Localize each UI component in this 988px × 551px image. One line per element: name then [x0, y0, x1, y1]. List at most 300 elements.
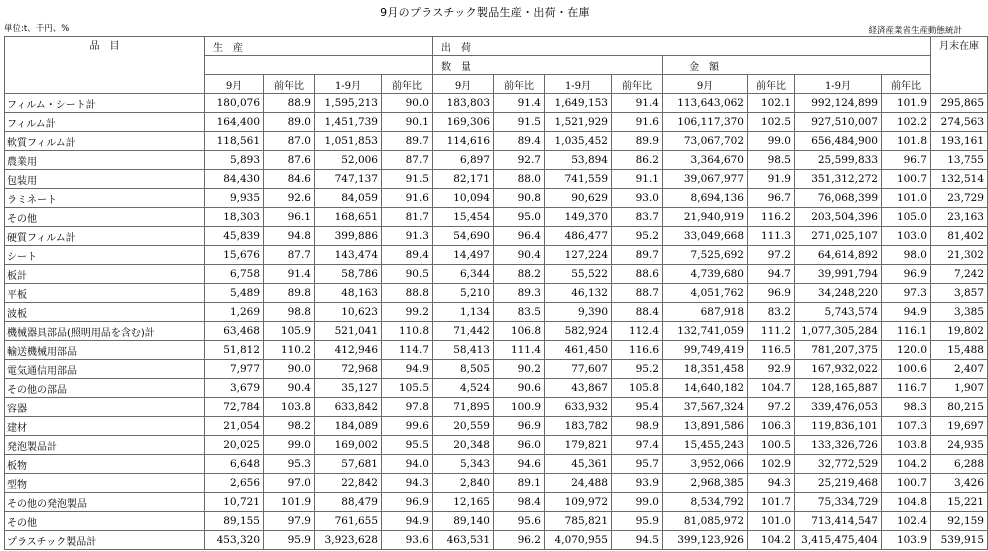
table-row — [5, 512, 988, 531]
row-value-cell: 183,782 — [545, 417, 612, 436]
row-value-cell: 133,326,726 — [795, 436, 882, 455]
row-value-cell: 116.2 — [748, 208, 795, 227]
row-value-cell: 96.9 — [382, 493, 433, 512]
row-value-cell: 39,067,977 — [663, 170, 748, 189]
row-value-cell: 713,414,547 — [795, 512, 882, 531]
row-value-cell: 32,772,529 — [795, 455, 882, 474]
row-value-cell: 99.2 — [382, 303, 433, 322]
header-production: 生 産 — [205, 37, 433, 56]
row-item-name: 機械器具部品(照明用品を含む)計 — [5, 322, 205, 341]
row-value-cell: 96.0 — [494, 436, 545, 455]
row-value-cell: 98.3 — [882, 398, 931, 417]
row-value-cell: 96.9 — [882, 265, 931, 284]
row-item-name: 電気通信用部品 — [5, 360, 205, 379]
row-value-cell: 72,784 — [205, 398, 264, 417]
row-value-cell: 102.4 — [882, 512, 931, 531]
row-value-cell: 6,648 — [205, 455, 264, 474]
row-value-cell: 90.4 — [494, 246, 545, 265]
row-value-cell: 7,525,692 — [663, 246, 748, 265]
row-value-cell: 7,242 — [931, 265, 988, 284]
row-value-cell: 102.1 — [748, 94, 795, 113]
row-value-cell: 132,741,059 — [663, 322, 748, 341]
row-value-cell: 95.3 — [264, 455, 315, 474]
row-item-name: 平板 — [5, 284, 205, 303]
row-value-cell: 22,842 — [315, 474, 382, 493]
row-value-cell: 34,248,220 — [795, 284, 882, 303]
row-value-cell: 84,059 — [315, 189, 382, 208]
table-row — [5, 493, 988, 512]
row-value-cell: 114,616 — [433, 132, 494, 151]
row-value-cell: 107.3 — [882, 417, 931, 436]
table-row — [5, 341, 988, 360]
row-value-cell: 105.0 — [882, 208, 931, 227]
row-value-cell: 90.1 — [382, 113, 433, 132]
row-value-cell: 104.2 — [748, 531, 795, 550]
row-value-cell: 81,085,972 — [663, 512, 748, 531]
row-value-cell: 100.7 — [882, 170, 931, 189]
row-value-cell: 105.8 — [612, 379, 663, 398]
row-item-name: シート — [5, 246, 205, 265]
row-value-cell: 111.4 — [494, 341, 545, 360]
row-value-cell: 90.6 — [494, 379, 545, 398]
row-value-cell: 90.0 — [264, 360, 315, 379]
row-value-cell: 339,476,053 — [795, 398, 882, 417]
row-value-cell: 399,886 — [315, 227, 382, 246]
row-value-cell: 91.6 — [382, 189, 433, 208]
row-value-cell: 1,077,305,284 — [795, 322, 882, 341]
table-body — [5, 94, 988, 550]
row-value-cell: 46,132 — [545, 284, 612, 303]
row-value-cell: 463,531 — [433, 531, 494, 550]
row-value-cell: 98.5 — [748, 151, 795, 170]
row-value-cell: 111.3 — [748, 227, 795, 246]
table-row — [5, 189, 988, 208]
row-value-cell: 274,563 — [931, 113, 988, 132]
row-value-cell: 110.2 — [264, 341, 315, 360]
row-value-cell: 94.8 — [264, 227, 315, 246]
row-value-cell: 399,123,926 — [663, 531, 748, 550]
row-value-cell: 90.0 — [382, 94, 433, 113]
row-value-cell: 19,697 — [931, 417, 988, 436]
row-value-cell: 20,559 — [433, 417, 494, 436]
row-value-cell: 91.5 — [494, 113, 545, 132]
row-value-cell: 3,952,066 — [663, 455, 748, 474]
row-value-cell: 116.7 — [882, 379, 931, 398]
row-value-cell: 90.5 — [382, 265, 433, 284]
row-value-cell: 15,221 — [931, 493, 988, 512]
row-value-cell: 101.0 — [748, 512, 795, 531]
row-value-cell: 95.9 — [612, 512, 663, 531]
subheader-cell: 前年比 — [264, 75, 315, 94]
row-value-cell: 94.6 — [494, 455, 545, 474]
row-item-name: その他の発泡製品 — [5, 493, 205, 512]
row-value-cell: 113,643,062 — [663, 94, 748, 113]
row-value-cell: 15,455,243 — [663, 436, 748, 455]
table-row — [5, 170, 988, 189]
subheader-cell: 前年比 — [882, 75, 931, 94]
row-value-cell: 582,924 — [545, 322, 612, 341]
row-value-cell: 87.7 — [382, 151, 433, 170]
row-value-cell: 1,907 — [931, 379, 988, 398]
row-value-cell: 94.3 — [382, 474, 433, 493]
row-value-cell: 1,134 — [433, 303, 494, 322]
row-value-cell: 90.4 — [264, 379, 315, 398]
row-value-cell: 83.2 — [748, 303, 795, 322]
row-value-cell: 13,755 — [931, 151, 988, 170]
row-item-name: 農業用 — [5, 151, 205, 170]
row-value-cell: 89.0 — [264, 113, 315, 132]
row-value-cell: 24,935 — [931, 436, 988, 455]
row-value-cell: 89.4 — [494, 132, 545, 151]
row-value-cell: 103.8 — [264, 398, 315, 417]
row-value-cell: 169,002 — [315, 436, 382, 455]
row-value-cell: 8,505 — [433, 360, 494, 379]
row-value-cell: 127,224 — [545, 246, 612, 265]
row-value-cell: 21,302 — [931, 246, 988, 265]
row-value-cell: 37,567,324 — [663, 398, 748, 417]
row-value-cell: 101.7 — [748, 493, 795, 512]
table-row — [5, 303, 988, 322]
row-value-cell: 94.9 — [882, 303, 931, 322]
row-value-cell: 461,450 — [545, 341, 612, 360]
row-value-cell: 95.2 — [612, 360, 663, 379]
row-value-cell: 180,076 — [205, 94, 264, 113]
row-value-cell: 15,488 — [931, 341, 988, 360]
row-value-cell: 3,679 — [205, 379, 264, 398]
row-item-name: ラミネート — [5, 189, 205, 208]
row-value-cell: 539,915 — [931, 531, 988, 550]
row-value-cell: 89.7 — [382, 132, 433, 151]
table-row — [5, 284, 988, 303]
row-value-cell: 25,599,833 — [795, 151, 882, 170]
subheader-cell: 1-9月 — [545, 75, 612, 94]
row-value-cell: 1,269 — [205, 303, 264, 322]
row-value-cell: 71,895 — [433, 398, 494, 417]
page-title: 9月のプラスチック製品生産・出荷・在庫 — [380, 6, 590, 19]
table-row — [5, 151, 988, 170]
row-value-cell: 94.0 — [382, 455, 433, 474]
row-value-cell: 3,415,475,404 — [795, 531, 882, 550]
row-value-cell: 35,127 — [315, 379, 382, 398]
row-value-cell: 91.9 — [748, 170, 795, 189]
row-value-cell: 1,035,452 — [545, 132, 612, 151]
row-value-cell: 1,521,929 — [545, 113, 612, 132]
row-value-cell: 100.7 — [882, 474, 931, 493]
row-value-cell: 106,117,370 — [663, 113, 748, 132]
row-value-cell: 120.0 — [882, 341, 931, 360]
row-value-cell: 785,821 — [545, 512, 612, 531]
row-value-cell: 98.0 — [882, 246, 931, 265]
row-value-cell: 167,932,022 — [795, 360, 882, 379]
row-value-cell: 88.9 — [264, 94, 315, 113]
row-value-cell: 95.6 — [494, 512, 545, 531]
row-value-cell: 1,051,853 — [315, 132, 382, 151]
row-value-cell: 23,729 — [931, 189, 988, 208]
row-value-cell: 96.4 — [494, 227, 545, 246]
row-value-cell: 109,972 — [545, 493, 612, 512]
row-value-cell: 183,803 — [433, 94, 494, 113]
row-item-name: プラスチック製品計 — [5, 531, 205, 550]
row-value-cell: 164,400 — [205, 113, 264, 132]
header-shipment: 出 荷 — [433, 37, 931, 56]
row-value-cell: 86.2 — [612, 151, 663, 170]
row-value-cell: 6,344 — [433, 265, 494, 284]
row-value-cell: 486,477 — [545, 227, 612, 246]
row-value-cell: 633,932 — [545, 398, 612, 417]
row-value-cell: 52,006 — [315, 151, 382, 170]
row-value-cell: 203,504,396 — [795, 208, 882, 227]
row-value-cell: 4,051,762 — [663, 284, 748, 303]
row-value-cell: 91.4 — [264, 265, 315, 284]
subheader-cell: 前年比 — [612, 75, 663, 94]
table-row — [5, 360, 988, 379]
row-value-cell: 633,842 — [315, 398, 382, 417]
row-value-cell: 20,025 — [205, 436, 264, 455]
row-value-cell: 1,451,739 — [315, 113, 382, 132]
row-value-cell: 2,656 — [205, 474, 264, 493]
row-item-name: 板計 — [5, 265, 205, 284]
row-value-cell: 100.5 — [748, 436, 795, 455]
row-value-cell: 99,749,419 — [663, 341, 748, 360]
row-item-name: 発泡製品計 — [5, 436, 205, 455]
row-value-cell: 96.2 — [494, 531, 545, 550]
table-row — [5, 379, 988, 398]
row-value-cell: 63,468 — [205, 322, 264, 341]
row-value-cell: 761,655 — [315, 512, 382, 531]
row-value-cell: 91.5 — [382, 170, 433, 189]
row-value-cell: 102.9 — [748, 455, 795, 474]
table-row — [5, 246, 988, 265]
row-value-cell: 7,977 — [205, 360, 264, 379]
row-value-cell: 104.8 — [882, 493, 931, 512]
row-value-cell: 88.0 — [494, 170, 545, 189]
row-value-cell: 90.8 — [494, 189, 545, 208]
row-value-cell: 103.8 — [882, 436, 931, 455]
row-value-cell: 89.8 — [264, 284, 315, 303]
row-value-cell: 687,918 — [663, 303, 748, 322]
row-value-cell: 89.4 — [382, 246, 433, 265]
row-value-cell: 2,407 — [931, 360, 988, 379]
row-value-cell: 98.8 — [264, 303, 315, 322]
row-value-cell: 96.9 — [748, 284, 795, 303]
row-value-cell: 23,163 — [931, 208, 988, 227]
row-value-cell: 93.6 — [382, 531, 433, 550]
row-value-cell: 184,089 — [315, 417, 382, 436]
row-value-cell: 95.2 — [612, 227, 663, 246]
row-value-cell: 83.7 — [612, 208, 663, 227]
row-value-cell: 87.6 — [264, 151, 315, 170]
row-value-cell: 58,413 — [433, 341, 494, 360]
row-value-cell: 97.2 — [748, 246, 795, 265]
row-value-cell: 81,402 — [931, 227, 988, 246]
row-item-name: 包装用 — [5, 170, 205, 189]
row-value-cell: 10,094 — [433, 189, 494, 208]
header-stock: 月末在庫 — [931, 37, 988, 94]
row-value-cell: 149,370 — [545, 208, 612, 227]
subheader-cell: 9月 — [205, 75, 264, 94]
row-value-cell: 81.7 — [382, 208, 433, 227]
row-value-cell: 193,161 — [931, 132, 988, 151]
row-value-cell: 25,219,468 — [795, 474, 882, 493]
row-value-cell: 20,348 — [433, 436, 494, 455]
subheader-cell: 前年比 — [382, 75, 433, 94]
row-value-cell: 92.7 — [494, 151, 545, 170]
table-row — [5, 227, 988, 246]
row-value-cell: 21,054 — [205, 417, 264, 436]
row-value-cell: 95.0 — [494, 208, 545, 227]
row-value-cell: 104.2 — [882, 455, 931, 474]
row-value-cell: 116.5 — [748, 341, 795, 360]
row-value-cell: 9,390 — [545, 303, 612, 322]
row-value-cell: 351,312,272 — [795, 170, 882, 189]
row-value-cell: 5,893 — [205, 151, 264, 170]
row-value-cell: 100.9 — [494, 398, 545, 417]
row-value-cell: 97.3 — [882, 284, 931, 303]
row-value-cell: 102.2 — [882, 113, 931, 132]
row-value-cell: 13,891,586 — [663, 417, 748, 436]
row-value-cell: 84.6 — [264, 170, 315, 189]
row-value-cell: 57,681 — [315, 455, 382, 474]
row-value-cell: 95.9 — [264, 531, 315, 550]
row-value-cell: 89,155 — [205, 512, 264, 531]
row-value-cell: 33,049,668 — [663, 227, 748, 246]
row-value-cell: 99.6 — [382, 417, 433, 436]
row-value-cell: 295,865 — [931, 94, 988, 113]
row-value-cell: 110.8 — [382, 322, 433, 341]
row-value-cell: 168,651 — [315, 208, 382, 227]
row-value-cell: 15,454 — [433, 208, 494, 227]
row-value-cell: 6,758 — [205, 265, 264, 284]
row-value-cell: 77,607 — [545, 360, 612, 379]
row-value-cell: 5,343 — [433, 455, 494, 474]
header-amount: 金 額 — [663, 56, 931, 75]
row-value-cell: 3,426 — [931, 474, 988, 493]
row-value-cell: 12,165 — [433, 493, 494, 512]
row-value-cell: 747,137 — [315, 170, 382, 189]
row-value-cell: 271,025,107 — [795, 227, 882, 246]
row-value-cell: 54,690 — [433, 227, 494, 246]
table-row — [5, 455, 988, 474]
row-value-cell: 90,629 — [545, 189, 612, 208]
row-value-cell: 24,488 — [545, 474, 612, 493]
table-row — [5, 322, 988, 341]
row-value-cell: 80,215 — [931, 398, 988, 417]
table-row — [5, 436, 988, 455]
row-value-cell: 2,840 — [433, 474, 494, 493]
row-value-cell: 143,474 — [315, 246, 382, 265]
row-item-name: その他の部品 — [5, 379, 205, 398]
row-value-cell: 5,210 — [433, 284, 494, 303]
row-value-cell: 5,743,574 — [795, 303, 882, 322]
row-item-name: その他 — [5, 512, 205, 531]
row-value-cell: 88.4 — [612, 303, 663, 322]
row-value-cell: 64,614,892 — [795, 246, 882, 265]
row-value-cell: 84,430 — [205, 170, 264, 189]
row-value-cell: 8,534,792 — [663, 493, 748, 512]
row-value-cell: 96.9 — [494, 417, 545, 436]
row-value-cell: 98.9 — [612, 417, 663, 436]
row-value-cell: 927,510,007 — [795, 113, 882, 132]
row-value-cell: 18,303 — [205, 208, 264, 227]
row-value-cell: 90.2 — [494, 360, 545, 379]
row-value-cell: 91.6 — [612, 113, 663, 132]
unit-note: 単位:t、千円、% — [4, 24, 70, 34]
header-item: 品 目 — [5, 37, 205, 94]
table-row — [5, 208, 988, 227]
table-row — [5, 398, 988, 417]
row-value-cell: 119,836,101 — [795, 417, 882, 436]
row-value-cell: 88.2 — [494, 265, 545, 284]
row-value-cell: 95.5 — [382, 436, 433, 455]
row-value-cell: 92.6 — [264, 189, 315, 208]
row-value-cell: 91.3 — [382, 227, 433, 246]
row-value-cell: 45,361 — [545, 455, 612, 474]
row-value-cell: 101.0 — [882, 189, 931, 208]
table-row — [5, 531, 988, 550]
subheader-cell: 1-9月 — [315, 75, 382, 94]
row-value-cell: 43,867 — [545, 379, 612, 398]
row-value-cell: 5,489 — [205, 284, 264, 303]
row-value-cell: 101.8 — [882, 132, 931, 151]
row-value-cell: 48,163 — [315, 284, 382, 303]
row-value-cell: 89.3 — [494, 284, 545, 303]
subheader-cell: 9月 — [433, 75, 494, 94]
row-item-name: 容器 — [5, 398, 205, 417]
row-value-cell: 18,351,458 — [663, 360, 748, 379]
row-value-cell: 89.7 — [612, 246, 663, 265]
row-value-cell: 105.9 — [264, 322, 315, 341]
row-value-cell: 71,442 — [433, 322, 494, 341]
row-value-cell: 101.9 — [264, 493, 315, 512]
row-value-cell: 88.8 — [382, 284, 433, 303]
source-note: 経済産業省生産動態統計 — [868, 26, 962, 36]
row-value-cell: 412,946 — [315, 341, 382, 360]
row-value-cell: 92,159 — [931, 512, 988, 531]
row-value-cell: 99.0 — [612, 493, 663, 512]
row-value-cell: 3,923,628 — [315, 531, 382, 550]
row-value-cell: 15,676 — [205, 246, 264, 265]
row-value-cell: 3,364,670 — [663, 151, 748, 170]
row-item-name: フィルム・シート計 — [5, 94, 205, 113]
row-value-cell: 118,561 — [205, 132, 264, 151]
row-value-cell: 99.0 — [264, 436, 315, 455]
row-value-cell: 88.6 — [612, 265, 663, 284]
row-value-cell: 87.0 — [264, 132, 315, 151]
row-value-cell: 96.7 — [882, 151, 931, 170]
row-item-name: 輸送機械用部品 — [5, 341, 205, 360]
row-value-cell: 1,595,213 — [315, 94, 382, 113]
row-value-cell: 91.1 — [612, 170, 663, 189]
row-value-cell: 741,559 — [545, 170, 612, 189]
table-row — [5, 132, 988, 151]
row-item-name: 軟質フィルム計 — [5, 132, 205, 151]
row-value-cell: 3,385 — [931, 303, 988, 322]
subheader-cell: 1-9月 — [795, 75, 882, 94]
row-value-cell: 656,484,900 — [795, 132, 882, 151]
row-value-cell: 51,812 — [205, 341, 264, 360]
row-value-cell: 87.7 — [264, 246, 315, 265]
row-value-cell: 92.9 — [748, 360, 795, 379]
row-value-cell: 103.9 — [882, 531, 931, 550]
row-value-cell: 96.7 — [748, 189, 795, 208]
row-value-cell: 58,786 — [315, 265, 382, 284]
row-value-cell: 992,124,899 — [795, 94, 882, 113]
row-value-cell: 1,649,153 — [545, 94, 612, 113]
row-value-cell: 9,935 — [205, 189, 264, 208]
row-value-cell: 97.0 — [264, 474, 315, 493]
row-value-cell: 98.2 — [264, 417, 315, 436]
row-value-cell: 96.1 — [264, 208, 315, 227]
